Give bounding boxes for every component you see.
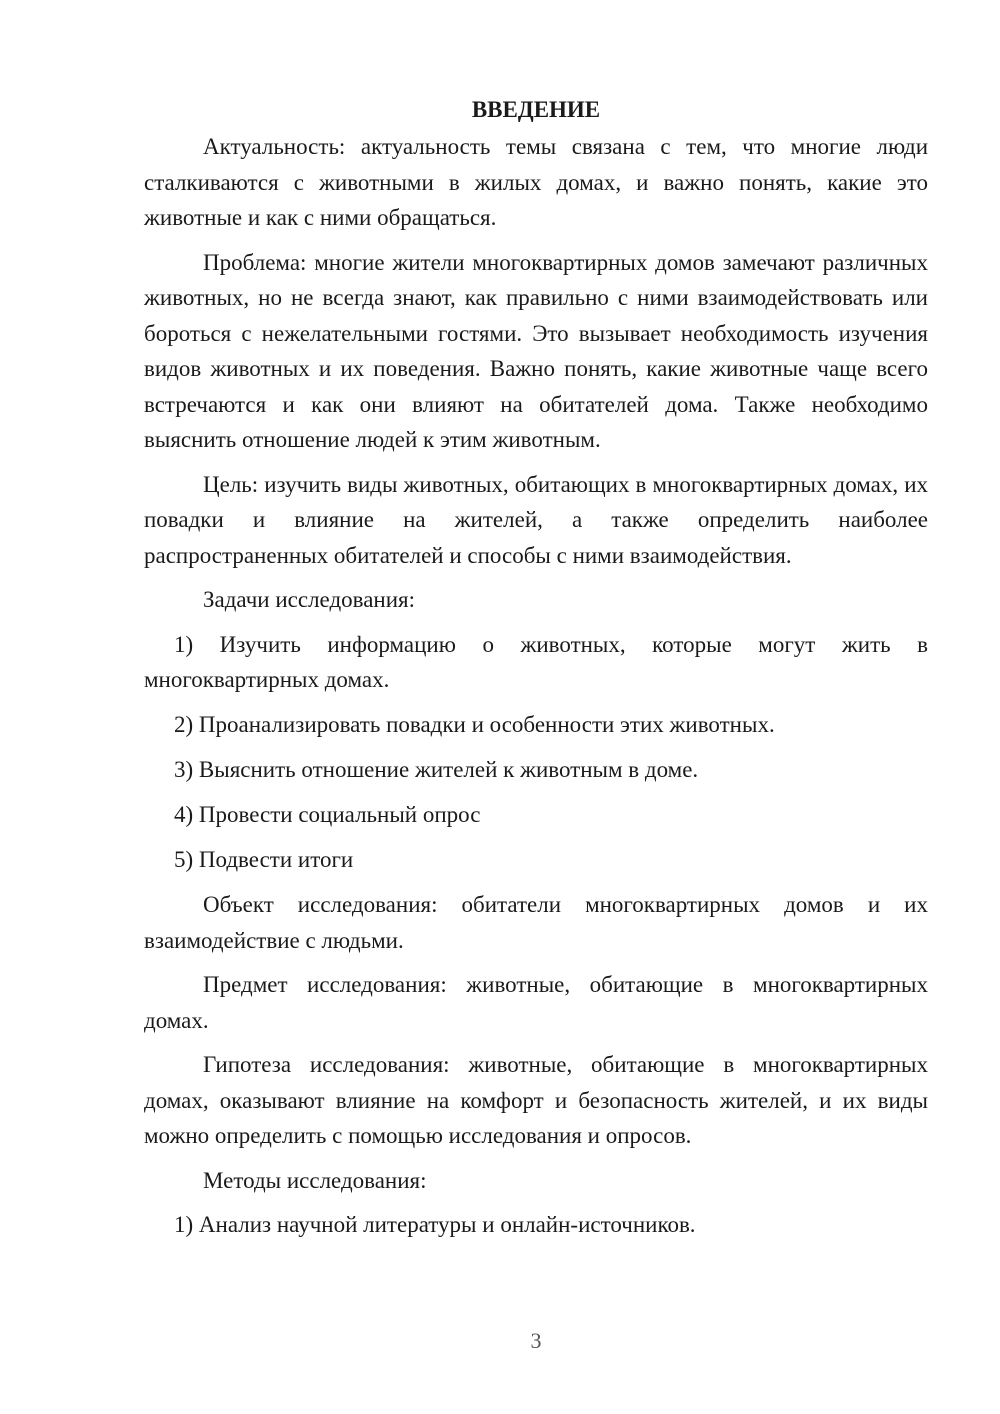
section-title: ВВЕДЕНИЕ (471, 97, 601, 122)
task-item-1: 1) Изучить информацию о животных, которые могут жить в многоквартирных домах. (144, 631, 928, 692)
goal-paragraph: Цель: изучить виды животных, обитающих в многоквартирных домах, их повадки и влияние на жителей, а также определить наиболее распространенных обитателей и способы с ними взаимодействия. (144, 471, 928, 568)
task-item-4: 4) Провести социальный опрос (174, 802, 481, 827)
subject-paragraph: Предмет исследования: животные, обитающие в многоквартирных домах. (144, 972, 928, 1033)
object-paragraph: Объект исследования: обитатели многоквартирных домов и их взаимодействие с людьми. (144, 892, 928, 953)
methods-heading: Методы исследования: (203, 1167, 427, 1193)
page-number: 3 (530, 1328, 542, 1353)
document-page (144, 92, 928, 1252)
task-item-3: 3) Выяснить отношение жителей к животным в доме. (174, 757, 699, 782)
method-item-1: 1) Анализ научной литературы и онлайн-источников. (174, 1212, 696, 1237)
task-item-2: 2) Проанализировать повадки и особенности этих животных. (174, 712, 775, 737)
relevance-paragraph: Актуальность: актуальность темы связана с тем, что многие люди сталкиваются с животными в жилых домах, и важно понять, какие это животные и как с ними обращаться. (144, 134, 928, 230)
tasks-heading: Задачи исследования: (203, 587, 416, 612)
task-item-5: 5) Подвести итоги (174, 847, 354, 872)
problem-paragraph: Проблема: многие жители многоквартирных домов замечают различных животных, но не всегда знают, как правильно с ними взаимодействовать или бороться с нежелательными гостями. Это вызывает необходимость изучения видов животных и их поведения. Важно понять, какие животные чаще всего встречаются и как они влияют на обитателей дома. Также необходимо выяснить отношение людей к этим животным. (144, 249, 928, 452)
hypothesis-paragraph: Гипотеза исследования: животные, обитающие в многоквартирных домах, оказывают влияние на комфорт и безопасность жителей, и их виды можно определить с помощью исследования и опросов. (144, 1052, 928, 1148)
